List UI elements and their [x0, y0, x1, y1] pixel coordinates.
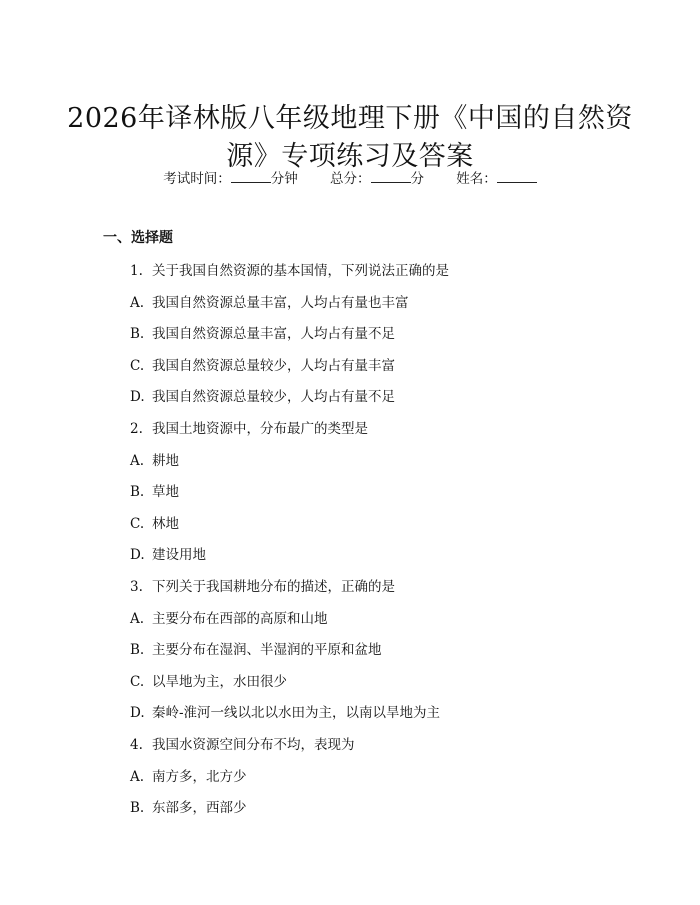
question-number: 2. — [130, 420, 143, 437]
option-line — [130, 704, 449, 736]
option-letter: D. — [130, 547, 145, 564]
time-unit: 分钟 — [270, 171, 298, 187]
question-text: 关于我国自然资源的基本国情，下列说法正确的是 — [152, 263, 449, 279]
score-blank — [371, 170, 411, 183]
option-letter: A. — [130, 768, 145, 785]
option-letter: D. — [130, 705, 145, 722]
exam-score — [330, 170, 424, 188]
option-line — [130, 357, 449, 389]
question-line — [130, 420, 449, 452]
section-title: 一、选择题 — [103, 230, 173, 246]
time-label: 考试时间： — [163, 171, 231, 187]
score-unit: 分 — [410, 171, 424, 187]
option-text: 草地 — [152, 484, 179, 501]
option-text: 建设用地 — [152, 547, 206, 564]
option-text: 我国自然资源总量丰富，人均占有量不足 — [152, 326, 395, 343]
option-line — [130, 768, 449, 800]
option-letter: D. — [130, 389, 145, 406]
question-number: 3. — [130, 578, 143, 595]
question-number: 1. — [130, 263, 143, 279]
option-letter: A. — [130, 452, 145, 469]
option-line — [130, 673, 449, 705]
option-text: 东部多，西部少 — [152, 800, 247, 817]
exam-name — [456, 170, 537, 188]
question-list — [130, 262, 449, 831]
option-line — [130, 294, 449, 326]
option-text: 我国自然资源总量较少，人均占有量丰富 — [152, 357, 395, 374]
option-text: 主要分布在湿润、半湿润的平原和盆地 — [152, 642, 382, 659]
name-blank — [497, 170, 537, 183]
time-blank — [231, 170, 271, 183]
question-text: 我国土地资源中，分布最广的类型是 — [152, 420, 368, 437]
option-text: 我国自然资源总量较少，人均占有量不足 — [152, 389, 395, 406]
option-line — [130, 325, 449, 357]
option-letter: C. — [130, 357, 145, 374]
option-text: 林地 — [152, 515, 179, 532]
option-text: 秦岭-淮河一线以北以水田为主，以南以旱地为主 — [152, 705, 441, 722]
question-text: 下列关于我国耕地分布的描述，正确的是 — [152, 578, 395, 595]
document-title: 2026年译林版八年级地理下册《中国的自然资源》专项练习及答案 — [67, 103, 633, 173]
question-line — [130, 262, 449, 294]
option-text: 以旱地为主，水田很少 — [152, 673, 287, 690]
name-label: 姓名： — [456, 171, 497, 187]
option-line — [130, 610, 449, 642]
option-line — [130, 388, 449, 420]
option-line — [130, 641, 449, 673]
option-line — [130, 483, 449, 515]
option-line — [130, 546, 449, 578]
option-letter: B. — [130, 484, 145, 501]
option-text: 耕地 — [152, 452, 179, 469]
option-text: 南方多，北方少 — [152, 768, 247, 785]
option-letter: A. — [130, 610, 145, 627]
option-text: 主要分布在西部的高原和山地 — [152, 610, 328, 627]
exam-meta — [0, 170, 700, 188]
option-text: 我国自然资源总量丰富，人均占有量也丰富 — [152, 294, 409, 311]
exam-time — [163, 170, 298, 188]
option-letter: B. — [130, 800, 145, 817]
option-letter: C. — [130, 515, 145, 532]
option-line — [130, 515, 449, 547]
question-line — [130, 578, 449, 610]
option-letter: B. — [130, 326, 145, 343]
score-label: 总分： — [330, 171, 371, 187]
option-letter: C. — [130, 673, 145, 690]
option-letter: A. — [130, 294, 145, 311]
question-text: 我国水资源空间分布不均，表现为 — [152, 736, 355, 753]
option-letter: B. — [130, 642, 145, 659]
question-line — [130, 736, 449, 768]
option-line — [130, 799, 449, 831]
question-number: 4. — [130, 736, 143, 753]
option-line — [130, 452, 449, 484]
